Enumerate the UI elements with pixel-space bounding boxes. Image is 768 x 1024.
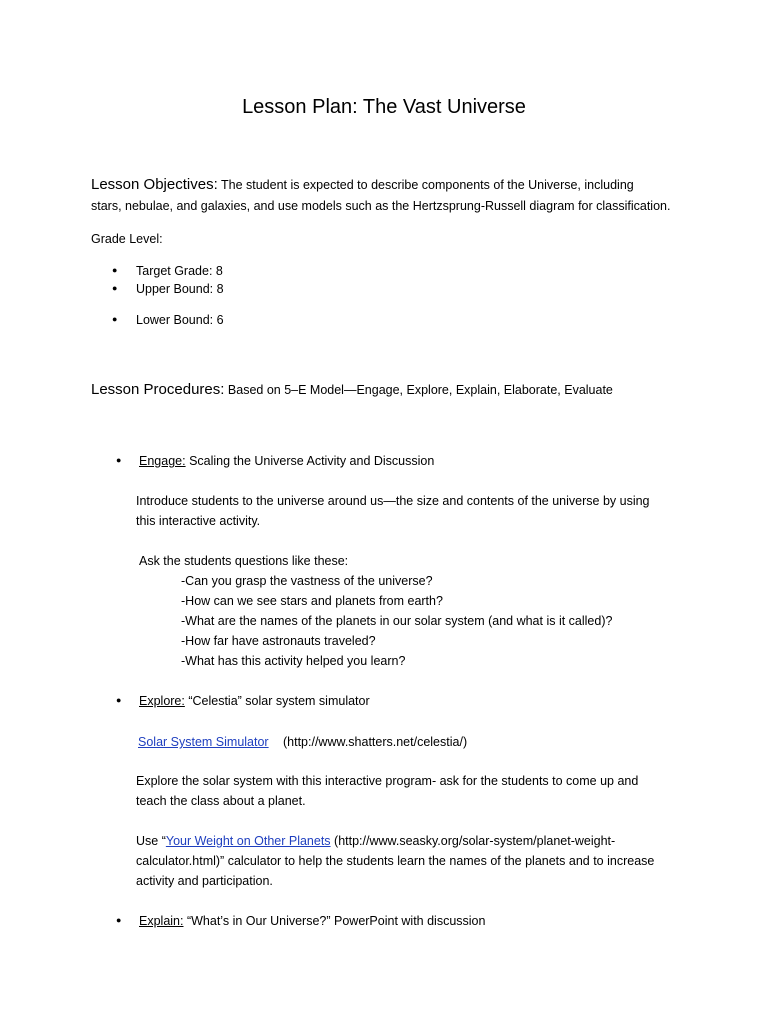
engage-label: Engage: xyxy=(139,454,186,468)
objectives-text-2: stars, nebulae, and galaxies, and use models such as the Hertzsprung-Russell diagram for classification. xyxy=(91,199,671,213)
bullet-icon: ● xyxy=(112,314,118,324)
engage-question: -How can we see stars and planets from earth? xyxy=(181,594,443,608)
use-suffix: (http://www.seasky.org/solar-system/planet-weight- xyxy=(330,834,616,848)
objectives-text-1: The student is expected to describe components of the Universe, including xyxy=(220,178,634,192)
objectives-heading: Lesson Objectives: xyxy=(91,176,218,193)
weight-line-3: activity and participation. xyxy=(136,874,273,888)
explore-desc-2: teach the class about a planet. xyxy=(136,794,306,808)
page-title: Lesson Plan: The Vast Universe xyxy=(242,96,526,118)
explore-label: Explore: xyxy=(139,694,185,708)
bullet-icon: ● xyxy=(112,283,118,293)
procedures-text: Based on 5–E Model—Engage, Explore, Explain, Elaborate, Evaluate xyxy=(227,383,613,397)
objectives-line-1 xyxy=(91,175,634,195)
engage-question: -Can you grasp the vastness of the universe? xyxy=(181,574,433,588)
explore-line xyxy=(139,691,370,711)
procedures-heading: Lesson Procedures: xyxy=(91,381,225,398)
engage-question: -How far have astronauts traveled? xyxy=(181,634,376,648)
bullet-icon: ● xyxy=(112,265,118,275)
engage-question: -What are the names of the planets in our solar system (and what is it called)? xyxy=(181,614,613,628)
explain-title: “What’s in Our Universe?” PowerPoint with discussion xyxy=(186,914,486,928)
bullet-icon: ● xyxy=(116,915,122,925)
solar-system-simulator-link[interactable]: Solar System Simulator xyxy=(138,735,269,749)
explore-title: “Celestia” solar system simulator xyxy=(188,694,370,708)
engage-ask: Ask the students questions like these: xyxy=(139,554,349,568)
bullet-icon: ● xyxy=(116,695,122,705)
use-prefix: Use “ xyxy=(136,834,166,848)
weight-line-1 xyxy=(136,831,615,851)
grade-label: Grade Level: xyxy=(91,232,163,246)
weight-calculator-link[interactable]: Your Weight on Other Planets xyxy=(165,834,331,848)
engage-line xyxy=(139,451,434,471)
procedures-line xyxy=(91,380,613,400)
grade-item-upper: Upper Bound: 8 xyxy=(136,282,224,296)
grade-item-lower: Lower Bound: 6 xyxy=(136,313,224,327)
engage-intro-1: Introduce students to the universe around us—the size and contents of the universe by using xyxy=(136,494,650,508)
simulator-line xyxy=(138,732,269,752)
grade-item-target: Target Grade: 8 xyxy=(136,264,223,278)
explore-desc-1: Explore the solar system with this interactive program- ask for the students to come up and xyxy=(136,774,639,788)
engage-intro-2: this interactive activity. xyxy=(136,514,261,528)
weight-line-2: calculator.html)” calculator to help the students learn the names of the planets and to increase xyxy=(136,854,655,868)
explain-line xyxy=(139,911,485,931)
explain-label: Explain: xyxy=(139,914,184,928)
bullet-icon: ● xyxy=(116,455,122,465)
engage-question: -What has this activity helped you learn? xyxy=(181,654,406,668)
simulator-url: (http://www.shatters.net/celestia/) xyxy=(283,735,468,749)
engage-title: Scaling the Universe Activity and Discussion xyxy=(189,454,435,468)
